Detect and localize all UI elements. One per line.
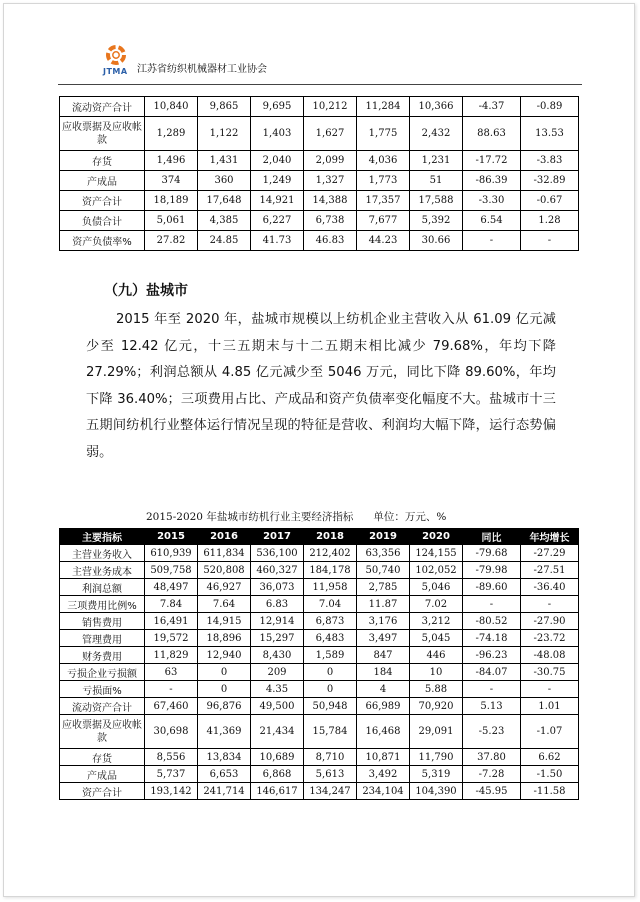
jtma-logo-icon bbox=[104, 44, 128, 66]
table-cell: -7.28 bbox=[463, 766, 521, 783]
table-cell: 1,496 bbox=[145, 151, 198, 171]
row-label: 亏损企业亏损额 bbox=[60, 664, 145, 681]
table-cell: 5,319 bbox=[410, 766, 463, 783]
table-cell: -32.89 bbox=[521, 171, 579, 191]
table-cell: - bbox=[521, 231, 579, 251]
table-cell: - bbox=[463, 231, 521, 251]
table-cell: 193,142 bbox=[145, 783, 198, 800]
table-cell: 134,247 bbox=[304, 783, 357, 800]
column-header: 2018 bbox=[304, 529, 357, 545]
table-cell: 0 bbox=[304, 681, 357, 698]
table-cell: 36,073 bbox=[251, 579, 304, 596]
table-cell: 7.02 bbox=[410, 596, 463, 613]
table-cell: 41.73 bbox=[251, 231, 304, 251]
table-cell: 41,369 bbox=[198, 715, 251, 749]
table-cell: 1.28 bbox=[521, 211, 579, 231]
table-cell: -3.83 bbox=[521, 151, 579, 171]
table-cell: 50,740 bbox=[357, 562, 410, 579]
table-cell: 18,189 bbox=[145, 191, 198, 211]
column-header: 2019 bbox=[357, 529, 410, 545]
column-header: 2020 bbox=[410, 529, 463, 545]
table-cell: -1.50 bbox=[521, 766, 579, 783]
table-cell: 6.54 bbox=[463, 211, 521, 231]
table-cell: 19,572 bbox=[145, 630, 198, 647]
row-label: 亏损面% bbox=[60, 681, 145, 698]
table-cell: 10,366 bbox=[410, 97, 463, 117]
table-cell: 3,492 bbox=[357, 766, 410, 783]
table-cell: 5.88 bbox=[410, 681, 463, 698]
section-heading: （九）盐城市 bbox=[104, 283, 188, 299]
table-cell: -27.51 bbox=[521, 562, 579, 579]
table-cell: 3,212 bbox=[410, 613, 463, 630]
table-cell: 4.35 bbox=[251, 681, 304, 698]
table-cell: 0 bbox=[198, 681, 251, 698]
table-cell: 6,868 bbox=[251, 766, 304, 783]
table-cell: 70,920 bbox=[410, 698, 463, 715]
table-row bbox=[60, 562, 579, 579]
table-cell: 9,865 bbox=[198, 97, 251, 117]
table-cell: - bbox=[145, 681, 198, 698]
table-cell: 6,483 bbox=[304, 630, 357, 647]
row-label: 流动资产合计 bbox=[60, 698, 145, 715]
table-row bbox=[60, 579, 579, 596]
table-cell: -27.29 bbox=[521, 545, 579, 562]
table-cell: 63 bbox=[145, 664, 198, 681]
table-cell: 1,122 bbox=[198, 117, 251, 151]
table-row bbox=[60, 630, 579, 647]
table-cell: 96,876 bbox=[198, 698, 251, 715]
table-cell: 63,356 bbox=[357, 545, 410, 562]
table-cell: -45.95 bbox=[463, 783, 521, 800]
table-cell: -0.89 bbox=[521, 97, 579, 117]
table-cell: 16,491 bbox=[145, 613, 198, 630]
table-cell: 37.80 bbox=[463, 749, 521, 766]
table-cell: 102,052 bbox=[410, 562, 463, 579]
table-cell: 1,231 bbox=[410, 151, 463, 171]
table-row bbox=[60, 211, 579, 231]
row-label: 存货 bbox=[60, 151, 145, 171]
table-cell: 509,758 bbox=[145, 562, 198, 579]
row-label: 主营业务收入 bbox=[60, 545, 145, 562]
table-cell: -11.58 bbox=[521, 783, 579, 800]
table-cell: -84.07 bbox=[463, 664, 521, 681]
table-cell: 124,155 bbox=[410, 545, 463, 562]
table-cell: 51 bbox=[410, 171, 463, 191]
table-cell: 1,431 bbox=[198, 151, 251, 171]
table-cell: 13.53 bbox=[521, 117, 579, 151]
table-cell: 5,613 bbox=[304, 766, 357, 783]
table-cell: 5,046 bbox=[410, 579, 463, 596]
table-cell: 17,357 bbox=[357, 191, 410, 211]
table-cell: 847 bbox=[357, 647, 410, 664]
column-header: 同比 bbox=[463, 529, 521, 545]
table-cell: -80.52 bbox=[463, 613, 521, 630]
table-row bbox=[60, 783, 579, 800]
table-cell: -3.30 bbox=[463, 191, 521, 211]
row-label: 财务费用 bbox=[60, 647, 145, 664]
table-cell: 209 bbox=[251, 664, 304, 681]
table-cell: 7.84 bbox=[145, 596, 198, 613]
table-cell: 9,695 bbox=[251, 97, 304, 117]
table-cell: 15,297 bbox=[251, 630, 304, 647]
table-cell: 15,784 bbox=[304, 715, 357, 749]
table-cell: 13,834 bbox=[198, 749, 251, 766]
table-cell: 1,289 bbox=[145, 117, 198, 151]
column-header: 2017 bbox=[251, 529, 304, 545]
table-cell: -79.68 bbox=[463, 545, 521, 562]
table-cell: 374 bbox=[145, 171, 198, 191]
table-cell: 212,402 bbox=[304, 545, 357, 562]
table-cell: 16,468 bbox=[357, 715, 410, 749]
table-cell: 1,775 bbox=[357, 117, 410, 151]
table-cell: -23.72 bbox=[521, 630, 579, 647]
table-cell: 11,829 bbox=[145, 647, 198, 664]
table-cell: 3,176 bbox=[357, 613, 410, 630]
row-label: 资产合计 bbox=[60, 191, 145, 211]
table-cell: 446 bbox=[410, 647, 463, 664]
table-cell: -27.90 bbox=[521, 613, 579, 630]
table-cell: 11,958 bbox=[304, 579, 357, 596]
table-cell: 234,104 bbox=[357, 783, 410, 800]
table-caption: 2015-2020 年盐城市纺机行业主要经济指标 单位：万元、% bbox=[146, 511, 447, 523]
row-label: 存货 bbox=[60, 749, 145, 766]
table-cell: 48,497 bbox=[145, 579, 198, 596]
table-cell: 88.63 bbox=[463, 117, 521, 151]
table-cell: - bbox=[521, 681, 579, 698]
table-cell: -0.67 bbox=[521, 191, 579, 211]
table-cell: 4,385 bbox=[198, 211, 251, 231]
table-cell: 611,834 bbox=[198, 545, 251, 562]
table-cell: 2,432 bbox=[410, 117, 463, 151]
table-cell: 520,808 bbox=[198, 562, 251, 579]
table-cell: 1,327 bbox=[304, 171, 357, 191]
table-row bbox=[60, 191, 579, 211]
table-cell: 6.62 bbox=[521, 749, 579, 766]
table-cell: 1,773 bbox=[357, 171, 410, 191]
table-cell: 5,737 bbox=[145, 766, 198, 783]
table-cell: 11,284 bbox=[357, 97, 410, 117]
table-cell: -96.23 bbox=[463, 647, 521, 664]
table-cell: 17,588 bbox=[410, 191, 463, 211]
table-cell: 12,940 bbox=[198, 647, 251, 664]
table-cell: 6,653 bbox=[198, 766, 251, 783]
table-row bbox=[60, 613, 579, 630]
table-cell: 10 bbox=[410, 664, 463, 681]
row-label: 销售费用 bbox=[60, 613, 145, 630]
row-label: 负债合计 bbox=[60, 211, 145, 231]
row-label: 应收票据及应收帐款 bbox=[60, 715, 145, 749]
table-row bbox=[60, 766, 579, 783]
table-cell: 1,627 bbox=[304, 117, 357, 151]
table-cell: 4,036 bbox=[357, 151, 410, 171]
table-cell: 241,714 bbox=[198, 783, 251, 800]
row-label: 应收票据及应收帐款 bbox=[60, 117, 145, 151]
table-cell: 360 bbox=[198, 171, 251, 191]
table-row bbox=[60, 664, 579, 681]
table-cell: 1,249 bbox=[251, 171, 304, 191]
table-cell: -74.18 bbox=[463, 630, 521, 647]
table-cell: 7.04 bbox=[304, 596, 357, 613]
table-cell: 8,430 bbox=[251, 647, 304, 664]
table-cell: - bbox=[463, 681, 521, 698]
table-cell: 17,648 bbox=[198, 191, 251, 211]
table-cell: 49,500 bbox=[251, 698, 304, 715]
table-cell: 146,617 bbox=[251, 783, 304, 800]
table-cell: 0 bbox=[304, 664, 357, 681]
column-header: 2015 bbox=[145, 529, 198, 545]
table-cell: 184 bbox=[357, 664, 410, 681]
table-cell: 11,790 bbox=[410, 749, 463, 766]
table-row bbox=[60, 715, 579, 749]
table-cell: 1,589 bbox=[304, 647, 357, 664]
table-cell: 29,091 bbox=[410, 715, 463, 749]
table-row bbox=[60, 171, 579, 191]
table-cell: 4 bbox=[357, 681, 410, 698]
table-cell: 6,738 bbox=[304, 211, 357, 231]
table-row bbox=[60, 97, 579, 117]
table-cell: 21,434 bbox=[251, 715, 304, 749]
row-label: 资产合计 bbox=[60, 783, 145, 800]
table-cell: 8,556 bbox=[145, 749, 198, 766]
table-cell: 104,390 bbox=[410, 783, 463, 800]
table-cell: 10,871 bbox=[357, 749, 410, 766]
table-cell: 27.82 bbox=[145, 231, 198, 251]
table-cell: 5,045 bbox=[410, 630, 463, 647]
table-cell: 10,689 bbox=[251, 749, 304, 766]
table-cell: 8,710 bbox=[304, 749, 357, 766]
table-cell: -4.37 bbox=[463, 97, 521, 117]
economic-indicators-table bbox=[59, 528, 579, 800]
table-cell: 50,948 bbox=[304, 698, 357, 715]
table-cell: 7,677 bbox=[357, 211, 410, 231]
table-cell: 46.83 bbox=[304, 231, 357, 251]
table-cell: 30,698 bbox=[145, 715, 198, 749]
table-row bbox=[60, 698, 579, 715]
table-cell: -86.39 bbox=[463, 171, 521, 191]
table-row bbox=[60, 681, 579, 698]
table-cell: 10,840 bbox=[145, 97, 198, 117]
table-cell: 7.64 bbox=[198, 596, 251, 613]
table-cell: 11.87 bbox=[357, 596, 410, 613]
table-cell: 6,227 bbox=[251, 211, 304, 231]
table-cell: 1.01 bbox=[521, 698, 579, 715]
table-cell: - bbox=[463, 596, 521, 613]
table-cell: 3,497 bbox=[357, 630, 410, 647]
table-cell: 6.83 bbox=[251, 596, 304, 613]
table-cell: 46,927 bbox=[198, 579, 251, 596]
column-header: 主要指标 bbox=[60, 529, 145, 545]
table-cell: 10,212 bbox=[304, 97, 357, 117]
table-cell: -5.23 bbox=[463, 715, 521, 749]
column-header: 2016 bbox=[198, 529, 251, 545]
table-cell: 2,040 bbox=[251, 151, 304, 171]
table-cell: 14,915 bbox=[198, 613, 251, 630]
row-label: 资产负债率% bbox=[60, 231, 145, 251]
table-cell: 30.66 bbox=[410, 231, 463, 251]
row-label: 流动资产合计 bbox=[60, 97, 145, 117]
header-divider bbox=[58, 84, 582, 85]
table-cell: -17.72 bbox=[463, 151, 521, 171]
table-cell: 184,178 bbox=[304, 562, 357, 579]
table-cell: -79.98 bbox=[463, 562, 521, 579]
table-cell: 44.23 bbox=[357, 231, 410, 251]
table-row bbox=[60, 151, 579, 171]
table-cell: 14,388 bbox=[304, 191, 357, 211]
column-header: 年均增长 bbox=[521, 529, 579, 545]
body-paragraph: 2015 年至 2020 年，盐城市规模以上纺机企业主营收入从 61.09 亿元减少至 12.42 亿元，十三五期末与十二五期末相比减少 79.68%，年均下降 27.29%；利润总额从 4.85 亿元减少至 5046 万元，同比下降 89.60%，年均下降 36.40%；三项费用占比、产成品和资产负债率变化幅度不大。盐城市十三五期间纺机行业整体运行情况呈现的特征是营收、利润均大幅下降，运行态势偏弱。 bbox=[86, 312, 556, 460]
table-cell: - bbox=[521, 596, 579, 613]
table-cell: 67,460 bbox=[145, 698, 198, 715]
table-cell: 2,785 bbox=[357, 579, 410, 596]
table-cell: 536,100 bbox=[251, 545, 304, 562]
table-cell: 66,989 bbox=[357, 698, 410, 715]
table-cell: 610,939 bbox=[145, 545, 198, 562]
table-cell: 2,099 bbox=[304, 151, 357, 171]
logo-text: JTMA bbox=[103, 67, 128, 76]
table-cell: 12,914 bbox=[251, 613, 304, 630]
row-label: 主营业务成本 bbox=[60, 562, 145, 579]
table-cell: -30.75 bbox=[521, 664, 579, 681]
continued-table bbox=[59, 96, 579, 251]
table-cell: -48.08 bbox=[521, 647, 579, 664]
table-cell: 460,327 bbox=[251, 562, 304, 579]
table-row bbox=[60, 647, 579, 664]
table-cell: 5,061 bbox=[145, 211, 198, 231]
table-cell: -1.07 bbox=[521, 715, 579, 749]
table-cell: 0 bbox=[198, 664, 251, 681]
table-row bbox=[60, 117, 579, 151]
table-cell: 5.13 bbox=[463, 698, 521, 715]
table-cell: -89.60 bbox=[463, 579, 521, 596]
row-label: 管理费用 bbox=[60, 630, 145, 647]
table-cell: 18,896 bbox=[198, 630, 251, 647]
table-row bbox=[60, 596, 579, 613]
table-cell: 6,873 bbox=[304, 613, 357, 630]
row-label: 产成品 bbox=[60, 766, 145, 783]
table-cell: 14,921 bbox=[251, 191, 304, 211]
row-label: 产成品 bbox=[60, 171, 145, 191]
table-cell: 5,392 bbox=[410, 211, 463, 231]
table-row bbox=[60, 749, 579, 766]
table-row bbox=[60, 545, 579, 562]
table-row bbox=[60, 231, 579, 251]
table-cell: 1,403 bbox=[251, 117, 304, 151]
table-cell: 24.85 bbox=[198, 231, 251, 251]
row-label: 利润总额 bbox=[60, 579, 145, 596]
organization-name: 江苏省纺织机械器材工业协会 bbox=[137, 64, 267, 75]
table-cell: -36.40 bbox=[521, 579, 579, 596]
row-label: 三项费用比例% bbox=[60, 596, 145, 613]
